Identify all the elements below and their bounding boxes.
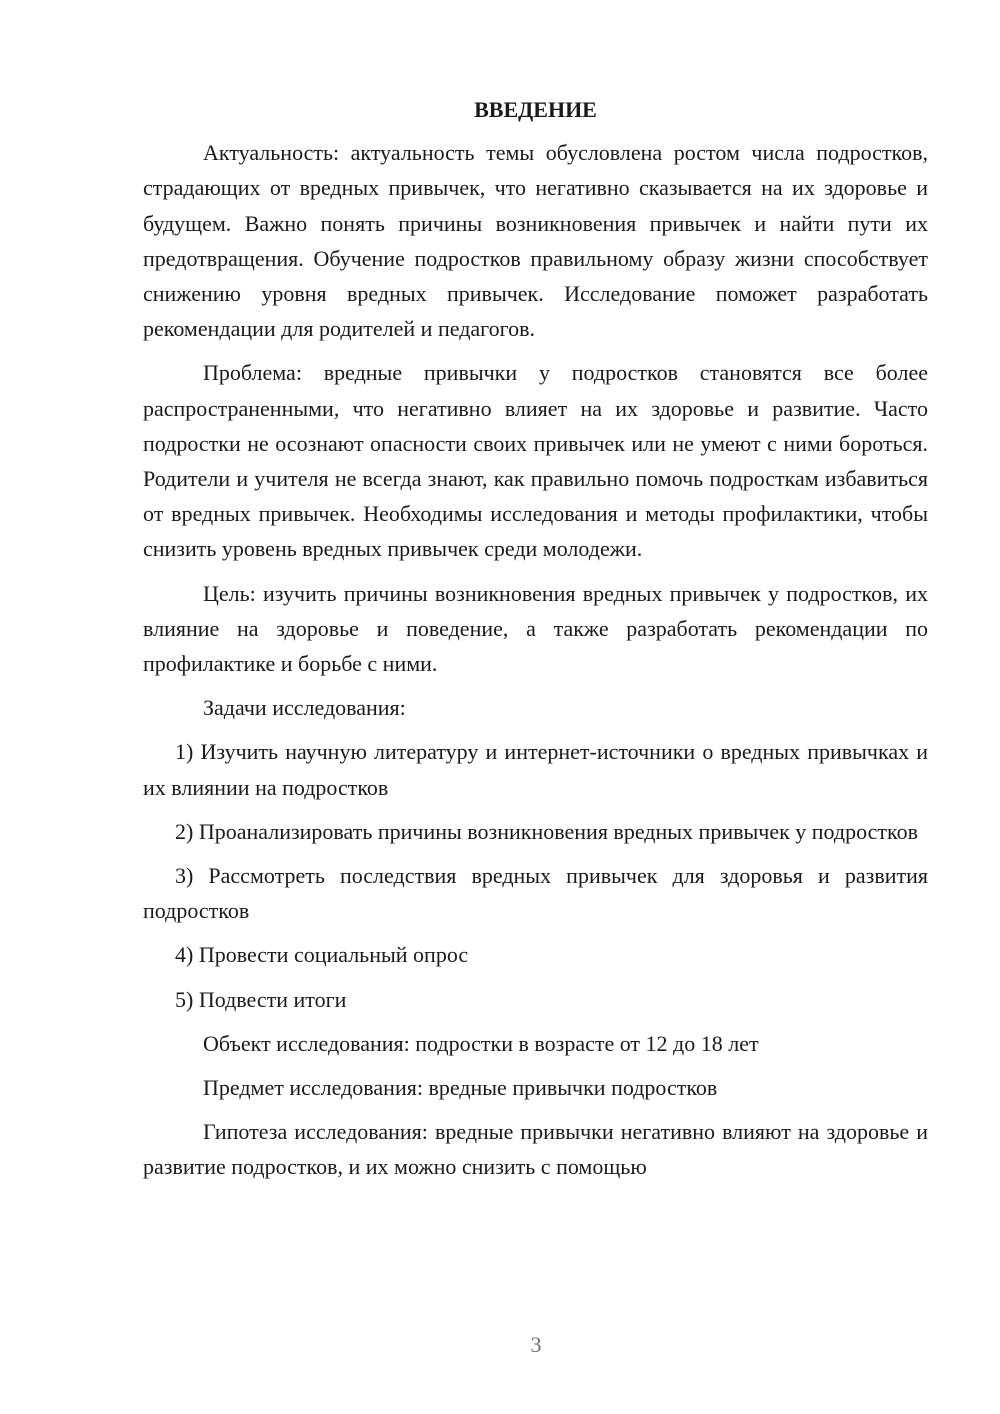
paragraph-problem: Проблема: вредные привычки у подростков становятся все более распространенными, что негативно влияет на их здоровье и развитие. Часто подростки не осознают опасности своих привычек или не умеют с ними бороться. Родители и учителя не всегда знают, как правильно помочь подросткам избавиться от вредных привычек. Необходимы исследования и методы профилактики, чтобы снизить уровень вредных привычек среди молодежи.	[143, 360, 928, 562]
page-number: 3	[530, 1332, 542, 1357]
task-item-1: 1) Изучить научную литературу и интернет-источники о вредных привычках и их влиянии на подростков	[143, 739, 928, 800]
paragraph-goal: Цель: изучить причины возникновения вредных привычек у подростков, их влияние на здоровье и поведение, а также разработать рекомендации по профилактике и борьбе с ними.	[143, 580, 928, 677]
task-item-4: 4) Провести социальный опрос	[175, 942, 469, 968]
task-item-5: 5) Подвести итоги	[175, 986, 347, 1012]
task-item-2: 2) Проанализировать причины возникновения вредных привычек у подростков	[175, 818, 918, 844]
document-page	[143, 92, 928, 1194]
paragraph-object: Объект исследования: подростки в возрасте от 12 до 18 лет	[203, 1030, 759, 1056]
paragraph-subject: Предмет исследования: вредные привычки подростков	[203, 1075, 718, 1101]
task-item-3: 3) Рассмотреть последствия вредных привычек для здоровья и развития подростков	[143, 863, 928, 924]
paragraph-relevance: Актуальность: актуальность темы обусловлена ростом числа подростков, страдающих от вредных привычек, что негативно сказывается на их здоровье и будущем. Важно понять причины возникновения привычек и найти пути их предотвращения. Обучение подростков правильному образу жизни способствует снижению уровня вредных привычек. Исследование поможет разработать рекомендации для родителей и педагогов.	[143, 140, 928, 342]
section-title: ВВЕДЕНИЕ	[474, 97, 597, 122]
tasks-heading: Задачи исследования:	[203, 695, 406, 721]
paragraph-hypothesis: Гипотеза исследования: вредные привычки негативно влияют на здоровье и развитие подростков, и их можно снизить с помощью	[143, 1119, 928, 1180]
